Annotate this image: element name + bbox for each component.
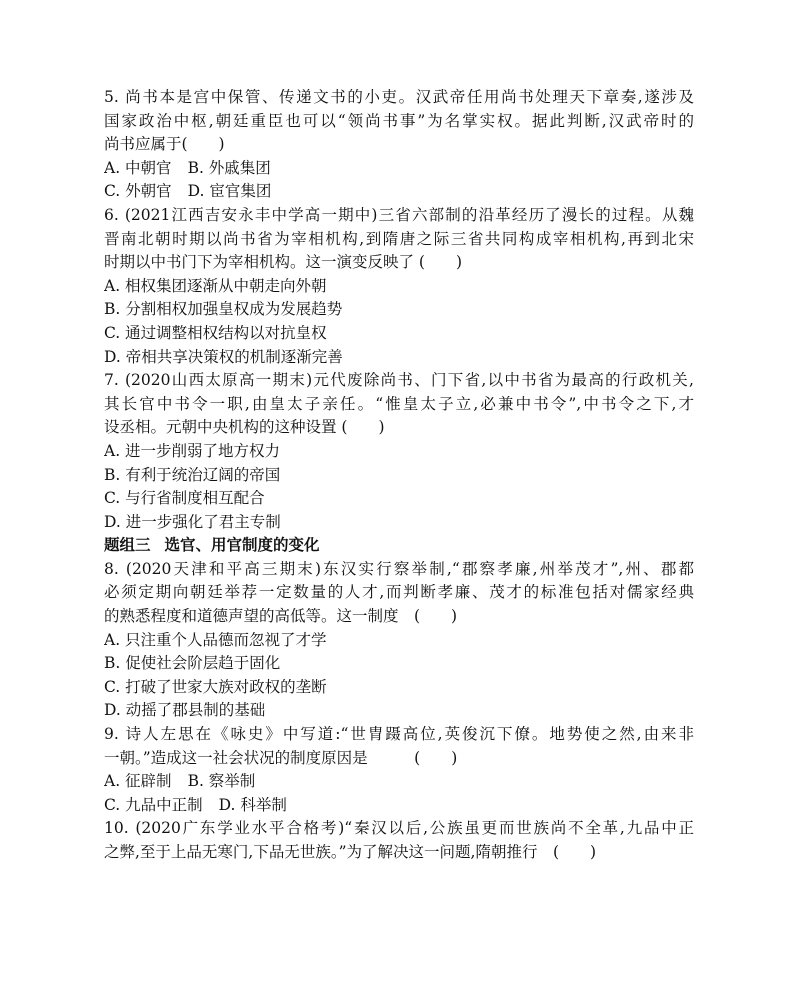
question-5-option-b[interactable]: B. 外戚集团 bbox=[187, 158, 271, 177]
question-5-option-a[interactable]: A. 中朝官 bbox=[104, 158, 172, 177]
question-5-option-c[interactable]: C. 外朝官 bbox=[104, 182, 172, 201]
question-8-option-d[interactable]: D. 动摇了郡县制的基础 bbox=[104, 701, 266, 720]
question-9-options-row-1 bbox=[104, 770, 694, 794]
question-8-stem-line-2: 必须定期向朝廷举荐一定数量的人才,而判断孝廉、茂才的标准包括对儒家经典 bbox=[104, 583, 694, 602]
question-5-options-row-2 bbox=[104, 180, 694, 204]
question-9-option-d[interactable]: D. 科举制 bbox=[218, 795, 287, 814]
question-10 bbox=[104, 817, 694, 864]
question-9 bbox=[104, 723, 694, 817]
question-5 bbox=[104, 86, 694, 204]
question-7-stem-line-3: 设丞相。元朝中央机构的这种设置 ( ) bbox=[104, 418, 385, 437]
question-9-option-a[interactable]: A. 征辟制 bbox=[104, 772, 172, 791]
question-5-stem-line-1: 5. 尚书本是宫中保管、传递文书的小吏。汉武帝任用尚书处理天下章奏,遂涉及 bbox=[104, 88, 694, 106]
question-8-option-a[interactable]: A. 只注重个人品德而忽视了才学 bbox=[104, 630, 327, 649]
question-5-stem-line-3: 尚书应属于( ) bbox=[104, 135, 225, 154]
question-7-stem-line-1: 7. (2020山西太原高一期末)元代废除尚书、门下省,以中书省为最高的行政机关, bbox=[104, 371, 694, 390]
question-6-option-d[interactable]: D. 帝相共享决策权的机制逐渐完善 bbox=[104, 347, 343, 366]
question-9-option-b[interactable]: B. 察举制 bbox=[187, 772, 256, 791]
question-9-option-c[interactable]: C. 九品中正制 bbox=[104, 795, 203, 814]
question-6 bbox=[104, 204, 694, 369]
document-page bbox=[104, 86, 694, 865]
question-7-option-b[interactable]: B. 有利于统治辽阔的帝国 bbox=[104, 465, 281, 484]
group-3-title: 选官、用官制度的变化 bbox=[164, 536, 320, 555]
question-7-option-d[interactable]: D. 进一步强化了君主专制 bbox=[104, 512, 281, 531]
question-7 bbox=[104, 369, 694, 534]
question-5-stem-line-2: 国家政治中枢,朝廷重臣也可以“领尚书事”为名掌实权。据此判断,汉武帝时的 bbox=[104, 111, 694, 130]
question-9-stem-line-2: 一朝。”造成这一社会状况的制度原因是 ( ) bbox=[104, 748, 458, 767]
question-6-option-c[interactable]: C. 通过调整相权结构以对抗皇权 bbox=[104, 323, 327, 342]
question-9-options-row-2 bbox=[104, 794, 694, 818]
question-6-stem-line-1: 6. (2021江西吉安永丰中学高一期中)三省六部制的沿革经历了漫长的过程。从魏 bbox=[104, 205, 694, 224]
question-10-stem-line-2: 之弊,至于上品无寒门,下品无世族。”为了解决这一问题,隋朝推行 ( ) bbox=[104, 843, 597, 861]
question-5-option-d[interactable]: D. 宦官集团 bbox=[187, 182, 272, 201]
group-3-label: 题组三 bbox=[104, 536, 151, 555]
question-7-option-c[interactable]: C. 与行省制度相互配合 bbox=[104, 489, 265, 508]
question-8-stem-line-3: 的熟悉程度和道德声望的高低等。这一制度 ( ) bbox=[104, 607, 458, 626]
question-8-option-c[interactable]: C. 打破了世家大族对政权的垄断 bbox=[104, 677, 327, 696]
question-6-stem-line-3: 时期以中书门下为宰相机构。这一演变反映了 ( ) bbox=[104, 253, 463, 272]
question-5-options-row-1 bbox=[104, 157, 694, 181]
question-7-option-a[interactable]: A. 进一步削弱了地方权力 bbox=[104, 441, 281, 460]
question-7-stem-line-2: 其长官中书令一职,由皇太子亲任。“惟皇太子立,必兼中书令”,中书令之下,才 bbox=[104, 394, 694, 413]
question-6-stem-line-2: 晋南北朝时期以尚书省为宰相机构,到隋唐之际三省共同构成宰相机构,再到北宋 bbox=[104, 229, 694, 248]
question-6-option-b[interactable]: B. 分割相权加强皇权成为发展趋势 bbox=[104, 300, 343, 319]
question-8-stem-line-1: 8. (2020天津和平高三期末)东汉实行察举制,“郡察孝廉,州举茂才”,州、郡都 bbox=[104, 559, 694, 578]
question-8-option-b[interactable]: B. 促使社会阶层趋于固化 bbox=[104, 654, 281, 673]
question-10-stem-line-1: 10. (2020广东学业水平合格考)“秦汉以后,公族虽更而世族尚不全革,九品中正 bbox=[104, 819, 694, 838]
group-3-heading bbox=[104, 534, 694, 558]
question-6-option-a[interactable]: A. 相权集团逐渐从中朝走向外朝 bbox=[104, 276, 327, 295]
question-9-stem-line-1: 9. 诗人左思在《咏史》中写道:“世胄蹑高位,英俊沉下僚。地势使之然,由来非 bbox=[104, 725, 694, 744]
question-8 bbox=[104, 558, 694, 723]
